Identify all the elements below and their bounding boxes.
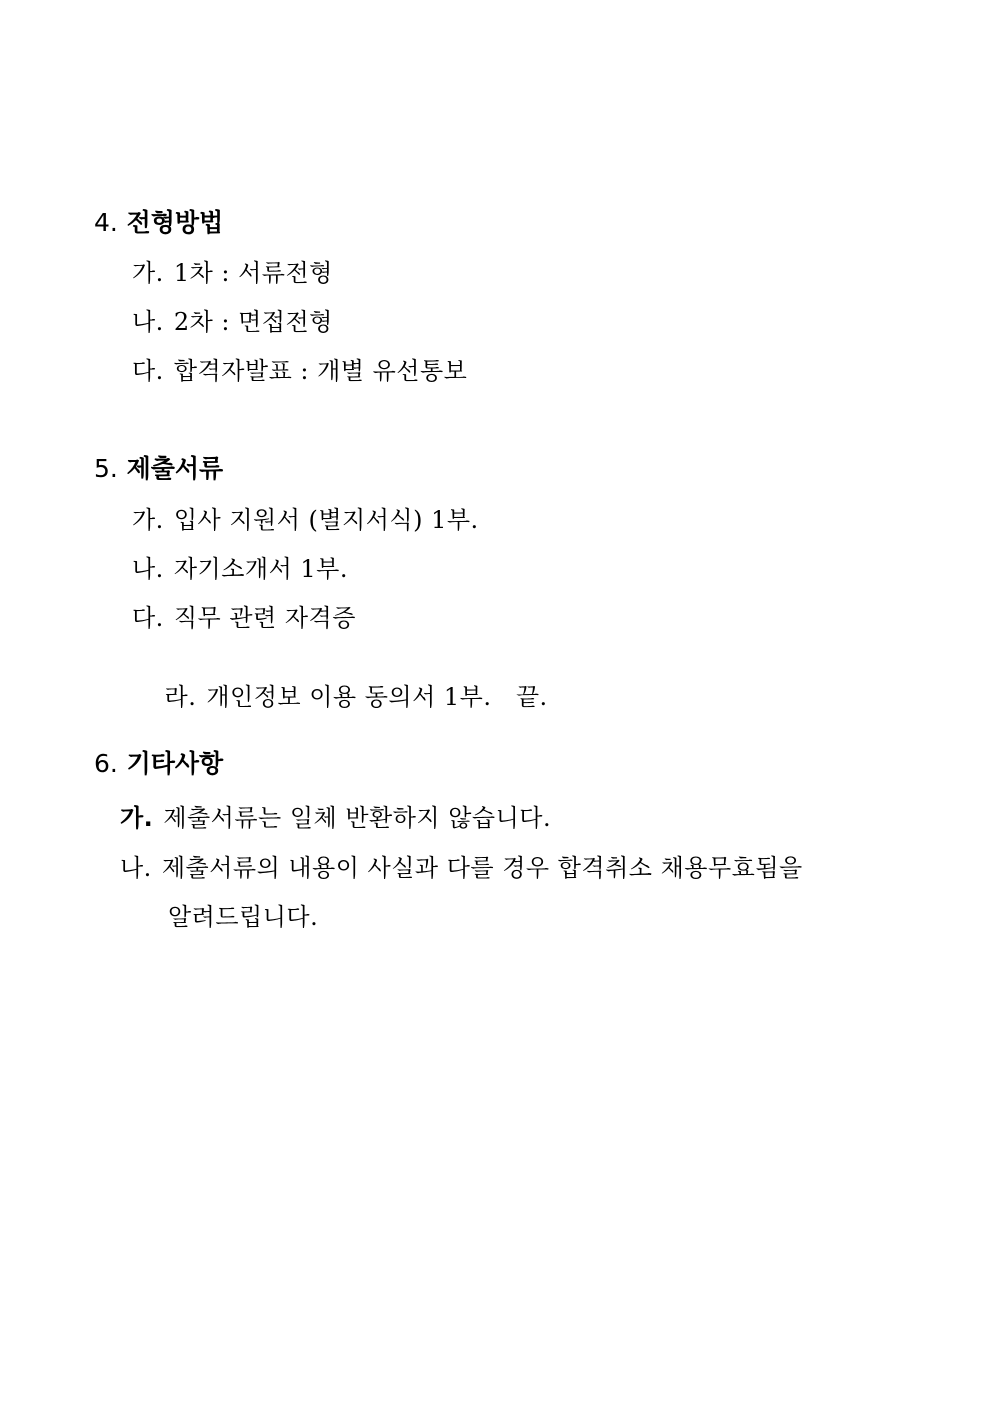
list-item-continuation <box>168 902 318 932</box>
item-marker: 나. <box>132 308 164 336</box>
list-item <box>132 307 333 337</box>
item-text: 2차 : 면접전형 <box>173 308 333 336</box>
list-item <box>132 258 333 288</box>
section-title: 전형방법 <box>126 208 224 237</box>
section-number: 6. <box>94 749 118 778</box>
item-text: 합격자발표 : 개별 유선통보 <box>173 357 468 385</box>
section-number: 4. <box>94 208 118 237</box>
item-marker: 나. <box>120 854 152 882</box>
item-marker: 나. <box>132 555 164 583</box>
section-title: 기타사항 <box>126 749 224 778</box>
item-text: 1차 : 서류전형 <box>173 259 333 287</box>
list-item <box>120 853 803 883</box>
item-text: 알려드립니다. <box>168 903 319 931</box>
section-title: 제출서류 <box>126 454 224 483</box>
section-heading-5 <box>94 454 223 484</box>
section-heading-4 <box>94 208 223 238</box>
list-item <box>132 652 548 742</box>
item-text: 직무 관련 자격증 <box>173 604 356 632</box>
list-item <box>132 603 356 633</box>
item-marker: 다. <box>132 357 164 385</box>
item-marker: 가. <box>132 259 164 287</box>
item-text: 개인정보 이용 동의서 1부. 끝. <box>206 683 548 711</box>
item-marker: 다. <box>132 604 164 632</box>
item-text: 제출서류는 일체 반환하지 않습니다. <box>163 804 552 832</box>
list-item <box>132 554 348 584</box>
list-item <box>132 356 467 386</box>
item-marker: 가. <box>132 506 164 534</box>
item-marker: 라. <box>164 683 197 711</box>
item-marker: 가. <box>120 804 154 832</box>
list-item <box>120 803 551 833</box>
section-heading-6 <box>94 749 223 779</box>
list-item <box>132 505 479 535</box>
section-number: 5. <box>94 454 118 483</box>
item-text: 입사 지원서 (별지서식) 1부. <box>173 506 479 534</box>
item-text: 제출서류의 내용이 사실과 다를 경우 합격취소 채용무효됨을 <box>161 854 803 882</box>
item-text: 자기소개서 1부. <box>173 555 348 583</box>
